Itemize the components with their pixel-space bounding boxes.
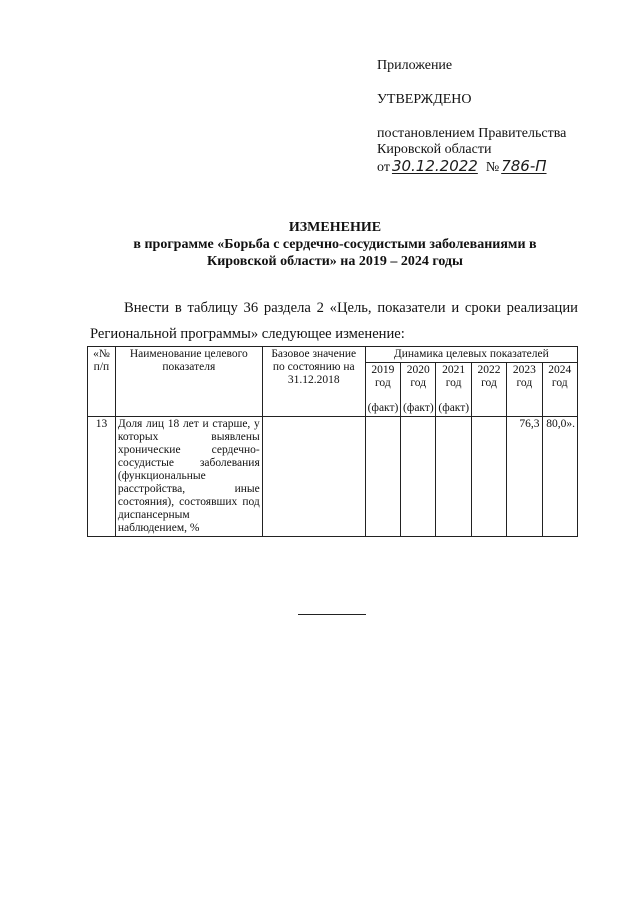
header-year-2023: 2023 год: [507, 363, 542, 417]
header-year-2022: 2022 год: [471, 363, 506, 417]
row-value-2022: [471, 417, 506, 537]
header-base: Базовое значение по состоянию на 31.12.2018: [262, 347, 365, 417]
from-prefix: от: [377, 160, 390, 175]
row-value-2021: [436, 417, 471, 537]
row-value-2024: 80,0».: [542, 417, 577, 537]
row-num: 13: [88, 417, 116, 537]
header-dynamics: Динамика целевых показателей: [365, 347, 577, 363]
header-year-2024: 2024 год: [542, 363, 577, 417]
header-name: Наименование целевого показателя: [115, 347, 262, 417]
decree-line-2: Кировской области: [377, 142, 492, 157]
row-base-value: [262, 417, 365, 537]
header-num: «№ п/п: [88, 347, 116, 417]
table-header-row-1: [88, 347, 578, 363]
document-title: [90, 219, 580, 270]
decree-date-number: [377, 158, 617, 176]
body-paragraph-text: Внести в таблицу 36 раздела 2 «Цель, показатели и сроки реализации Региональной программы» следующее изменение:: [90, 300, 578, 342]
row-value-2023: 76,3: [507, 417, 542, 537]
title-line-1: ИЗМЕНЕНИЕ: [288, 220, 382, 235]
header-year-2020: 2020 год (факт): [401, 363, 436, 417]
body-paragraph: [90, 295, 578, 347]
number-sign: №: [485, 160, 500, 175]
row-value-2020: [401, 417, 436, 537]
handwritten-number: 786-П: [501, 157, 547, 175]
table-row: [88, 417, 578, 537]
handwritten-date: 30.12.2022: [391, 157, 478, 175]
header-year-2021: 2021 год (факт): [436, 363, 471, 417]
title-line-2: в программе «Борьба с сердечно-сосудистыми заболеваниями в: [133, 237, 537, 252]
title-line-3: Кировской области» на 2019 – 2024 годы: [207, 254, 463, 269]
row-value-2019: [365, 417, 400, 537]
approved-label: УТВЕРЖДЕНО: [377, 92, 472, 107]
indicators-table: [87, 346, 578, 537]
closing-divider: [298, 614, 366, 615]
appendix-label: Приложение: [377, 58, 453, 73]
approval-block: [377, 58, 617, 176]
row-indicator-name: Доля лиц 18 лет и старше, у которых выявлены хронические сердечно-сосудистые заболевания (функциональные расстройства, иные состояния), состоявших под диспансерным наблюдением, %: [115, 417, 262, 537]
header-year-2019: 2019 год (факт): [365, 363, 400, 417]
decree-line-1: постановлением Правительства: [377, 126, 567, 141]
